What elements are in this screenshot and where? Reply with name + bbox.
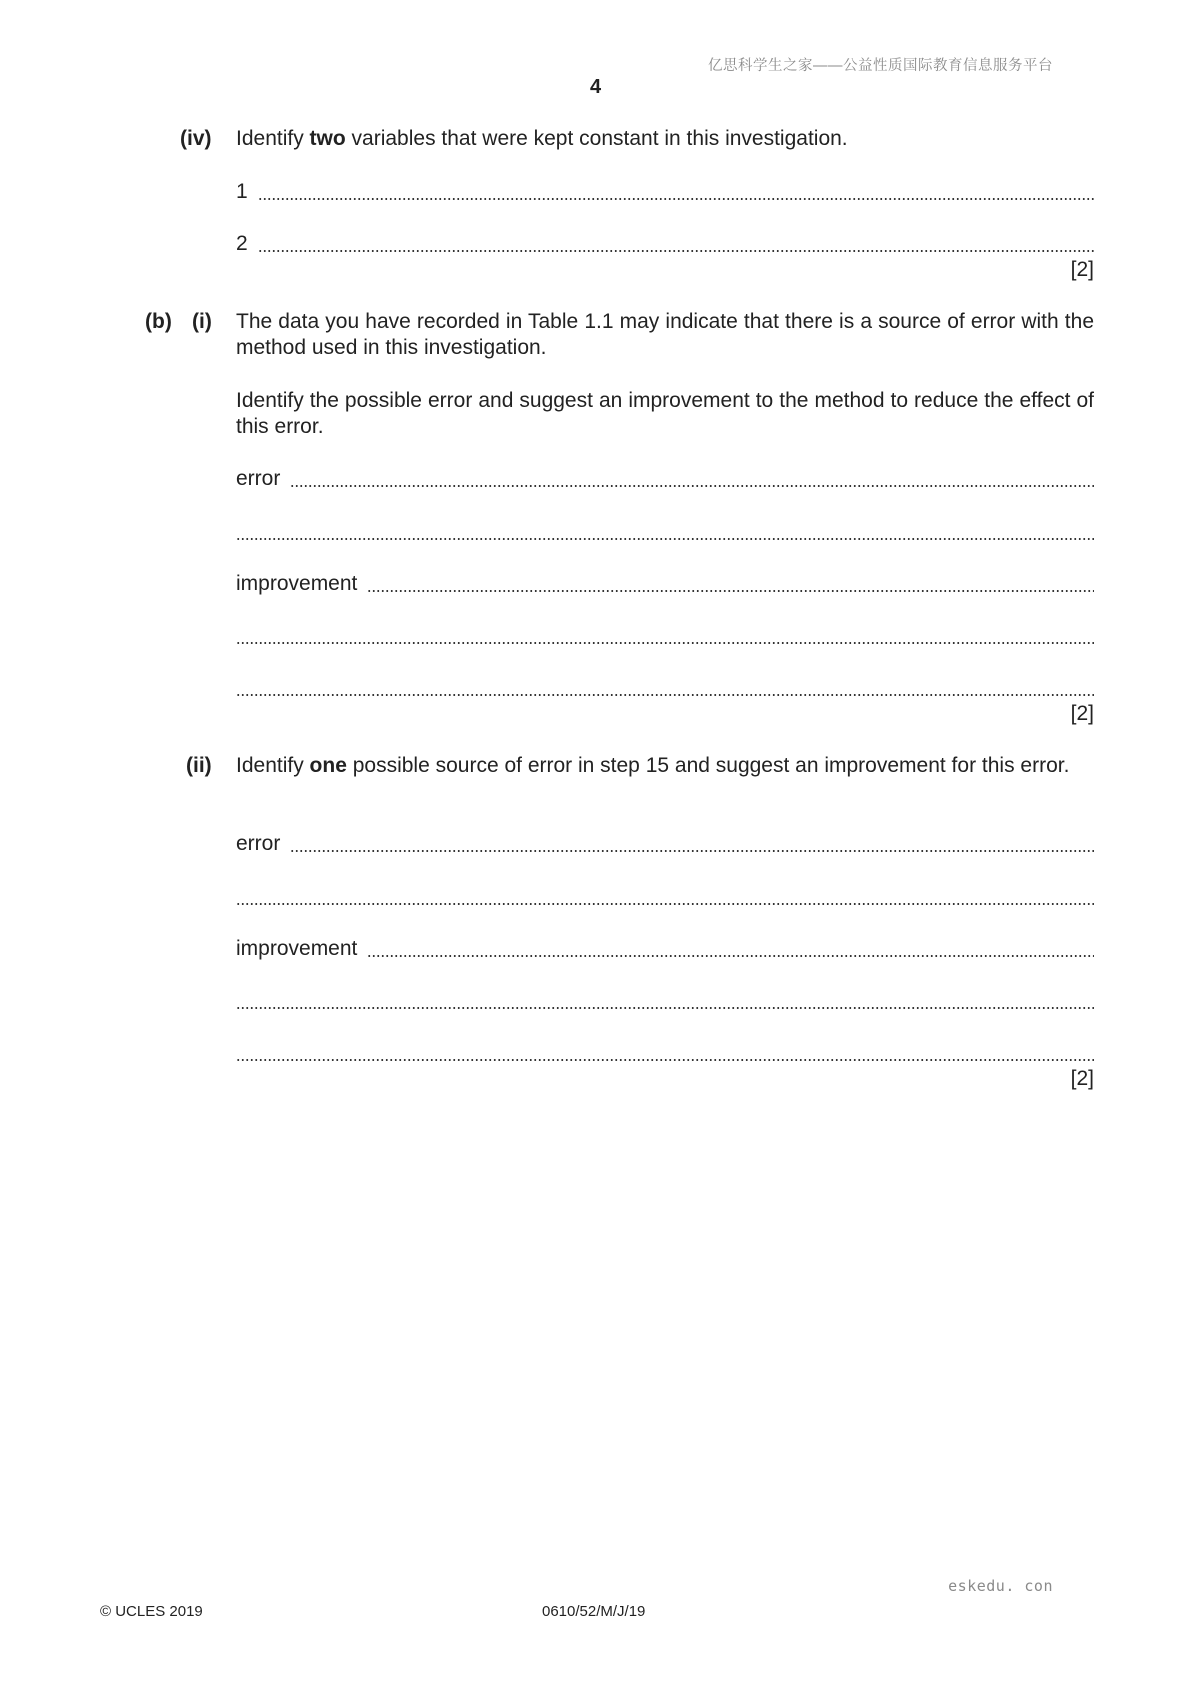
question-b-ii-text-bold: one	[309, 754, 347, 777]
answer-line-b-i-error-label: error	[236, 467, 281, 490]
answer-line-iv-2-number: 2	[236, 232, 248, 255]
dotted-line	[236, 642, 1094, 644]
question-b-ii-text	[236, 753, 1094, 779]
question-b-label: (b)	[145, 310, 172, 333]
dotted-line	[290, 485, 1094, 487]
answer-line-b-ii-improvement[interactable]	[236, 936, 1094, 962]
question-iv-text-bold: two	[309, 127, 346, 150]
answer-line-b-ii-error[interactable]	[236, 831, 1094, 857]
question-iv-text	[236, 126, 1094, 152]
answer-line-iv-1-number: 1	[236, 180, 248, 203]
marks-b-ii: [2]	[1070, 1067, 1094, 1090]
answer-line-b-ii-improvement-continued-1[interactable]	[236, 988, 1094, 1014]
dotted-line	[236, 694, 1094, 696]
dotted-line	[367, 955, 1094, 957]
answer-line-b-i-improvement[interactable]	[236, 571, 1094, 597]
dotted-line	[258, 250, 1094, 252]
answer-line-iv-1[interactable]	[236, 179, 1094, 205]
dotted-line	[236, 903, 1094, 905]
answer-line-b-i-error-continued[interactable]	[236, 519, 1094, 545]
question-b-ii-text-before: Identify	[236, 754, 310, 777]
answer-line-iv-2[interactable]	[236, 231, 1094, 257]
dotted-line	[290, 850, 1094, 852]
answer-line-b-ii-improvement-continued-2[interactable]	[236, 1040, 1094, 1066]
dotted-line	[236, 1007, 1094, 1009]
footer-watermark: eskedu. con	[948, 1577, 1053, 1595]
dotted-line	[236, 538, 1094, 540]
dotted-line	[367, 590, 1094, 592]
header-watermark: 亿思科学生之家——公益性质国际教育信息服务平台	[708, 58, 1053, 74]
answer-line-b-i-improvement-continued-2[interactable]	[236, 675, 1094, 701]
dotted-line	[236, 1059, 1094, 1061]
marks-b-i: [2]	[1070, 702, 1094, 725]
footer-paper-code: 0610/52/M/J/19	[542, 1603, 646, 1620]
answer-line-b-ii-improvement-label: improvement	[236, 937, 358, 960]
question-b-ii-label: (ii)	[186, 754, 212, 777]
dotted-line	[258, 198, 1094, 200]
answer-line-b-i-error[interactable]	[236, 466, 1094, 492]
answer-line-b-i-improvement-continued-1[interactable]	[236, 623, 1094, 649]
question-iv-label: (iv)	[180, 127, 212, 150]
answer-line-b-ii-error-label: error	[236, 832, 281, 855]
question-b-i-paragraph-1: The data you have recorded in Table 1.1 may indicate that there is a source of error with the method used in this investigation.	[236, 310, 1094, 359]
page-number: 4	[589, 76, 602, 98]
question-b-i-label: (i)	[192, 310, 212, 333]
answer-line-b-ii-error-continued[interactable]	[236, 884, 1094, 910]
question-iv-text-after: variables that were kept constant in this investigation.	[345, 127, 848, 150]
question-b-ii-text-after: possible source of error in step 15 and suggest an improvement for this error.	[346, 754, 1070, 777]
marks-iv: [2]	[1070, 258, 1094, 281]
question-iv-text-before: Identify	[236, 127, 310, 150]
question-b-i-paragraph-2: Identify the possible error and suggest an improvement to the method to reduce the effect of this error.	[236, 389, 1094, 438]
footer-copyright: © UCLES 2019	[100, 1603, 203, 1620]
answer-line-b-i-improvement-label: improvement	[236, 572, 358, 595]
